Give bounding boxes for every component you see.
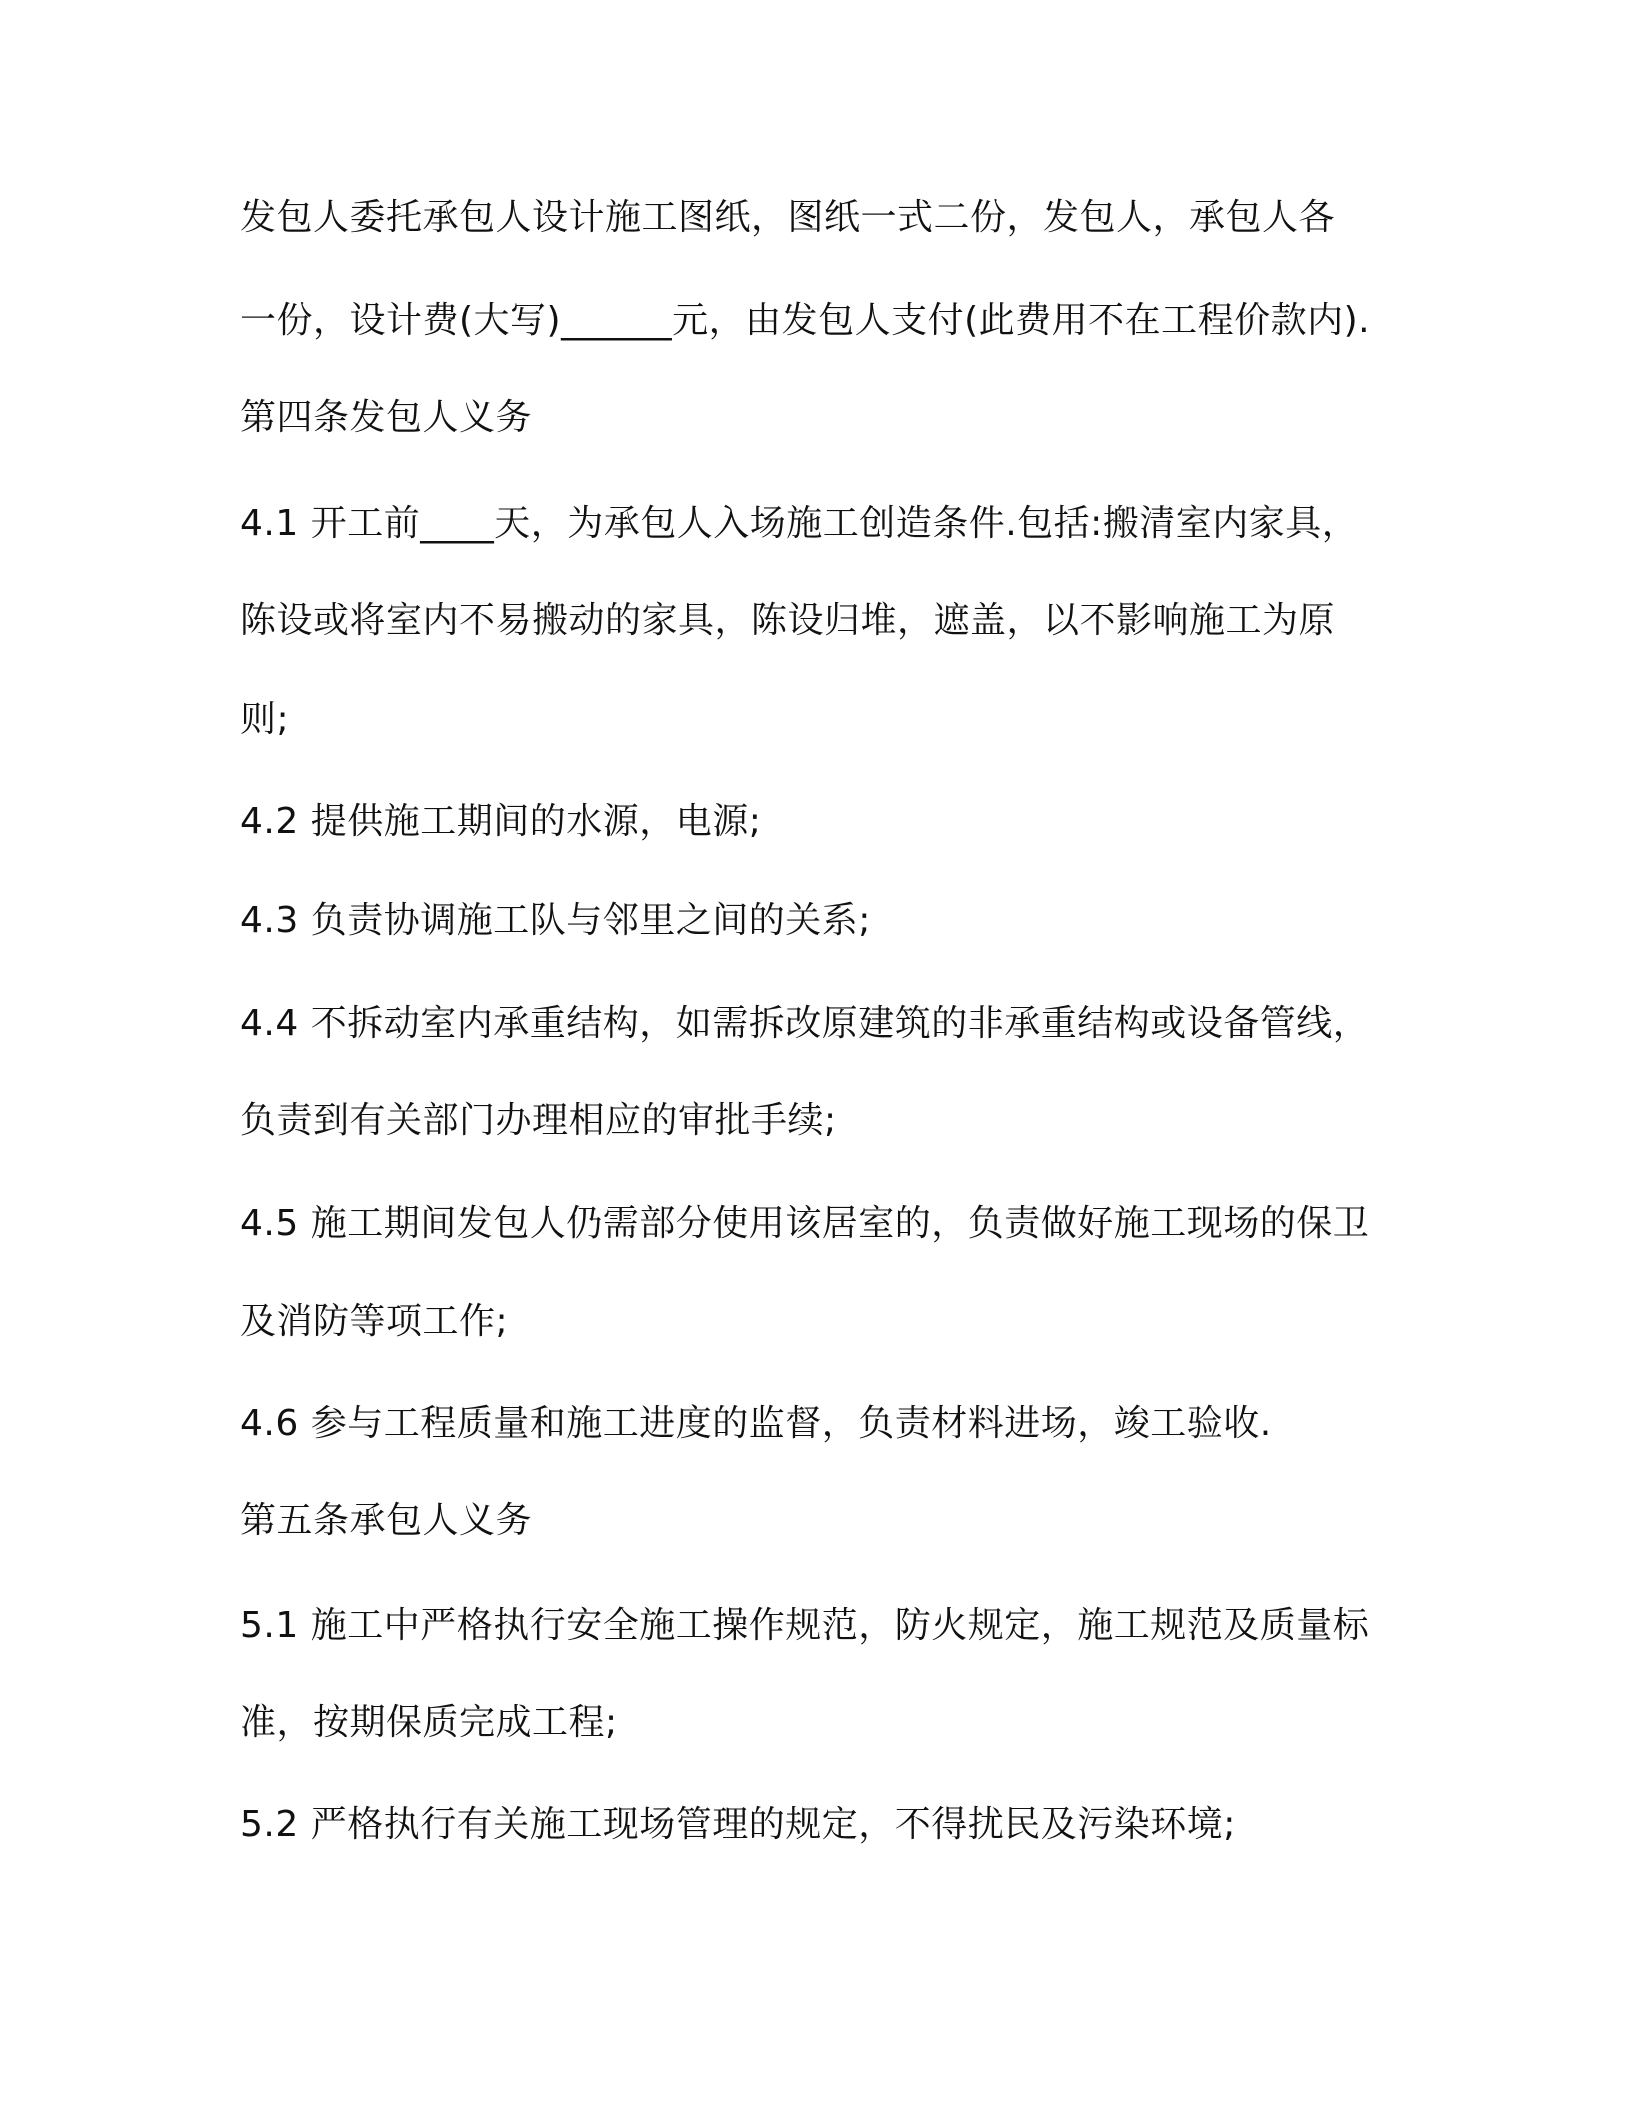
paragraph-line: 发包人委托承包人设计施工图纸，图纸一式二份，发包人，承包人各 (240, 197, 1336, 238)
clause-4-2: 4.2 提供施工期间的水源，电源; (240, 801, 762, 842)
article-heading-5: 第五条承包人义务 (240, 1500, 533, 1541)
paragraph-line: 及消防等项工作; (240, 1301, 509, 1342)
paragraph-line: 陈设或将室内不易搬动的家具，陈设归堆，遮盖，以不影响施工为原 (240, 600, 1336, 641)
clause-4-3: 4.3 负责协调施工队与邻里之间的关系; (240, 900, 871, 941)
paragraph-line: 负责到有关部门办理相应的审批手续; (240, 1100, 837, 1141)
paragraph-line: 一份，设计费(大写)______元，由发包人支付(此费用不在工程价款内). (240, 300, 1371, 341)
clause-4-4: 4.4 不拆动室内承重结构，如需拆改原建筑的非承重结构或设备管线， (240, 1003, 1370, 1044)
clause-4-6: 4.6 参与工程质量和施工进度的监督，负责材料进场，竣工验收. (240, 1403, 1272, 1444)
clause-4-5: 4.5 施工期间发包人仍需部分使用该居室的，负责做好施工现场的保卫 (240, 1203, 1370, 1244)
clause-5-2: 5.2 严格执行有关施工现场管理的规定，不得扰民及污染环境; (240, 1804, 1236, 1845)
clause-4-1: 4.1 开工前____天，为承包人入场施工创造条件.包括:搬清室内家具， (240, 503, 1359, 544)
article-heading-4: 第四条发包人义务 (240, 397, 533, 438)
paragraph-line: 准，按期保质完成工程; (240, 1702, 618, 1743)
paragraph-line: 则; (240, 699, 290, 740)
clause-5-1: 5.1 施工中严格执行安全施工操作规范，防火规定，施工规范及质量标 (240, 1605, 1370, 1646)
